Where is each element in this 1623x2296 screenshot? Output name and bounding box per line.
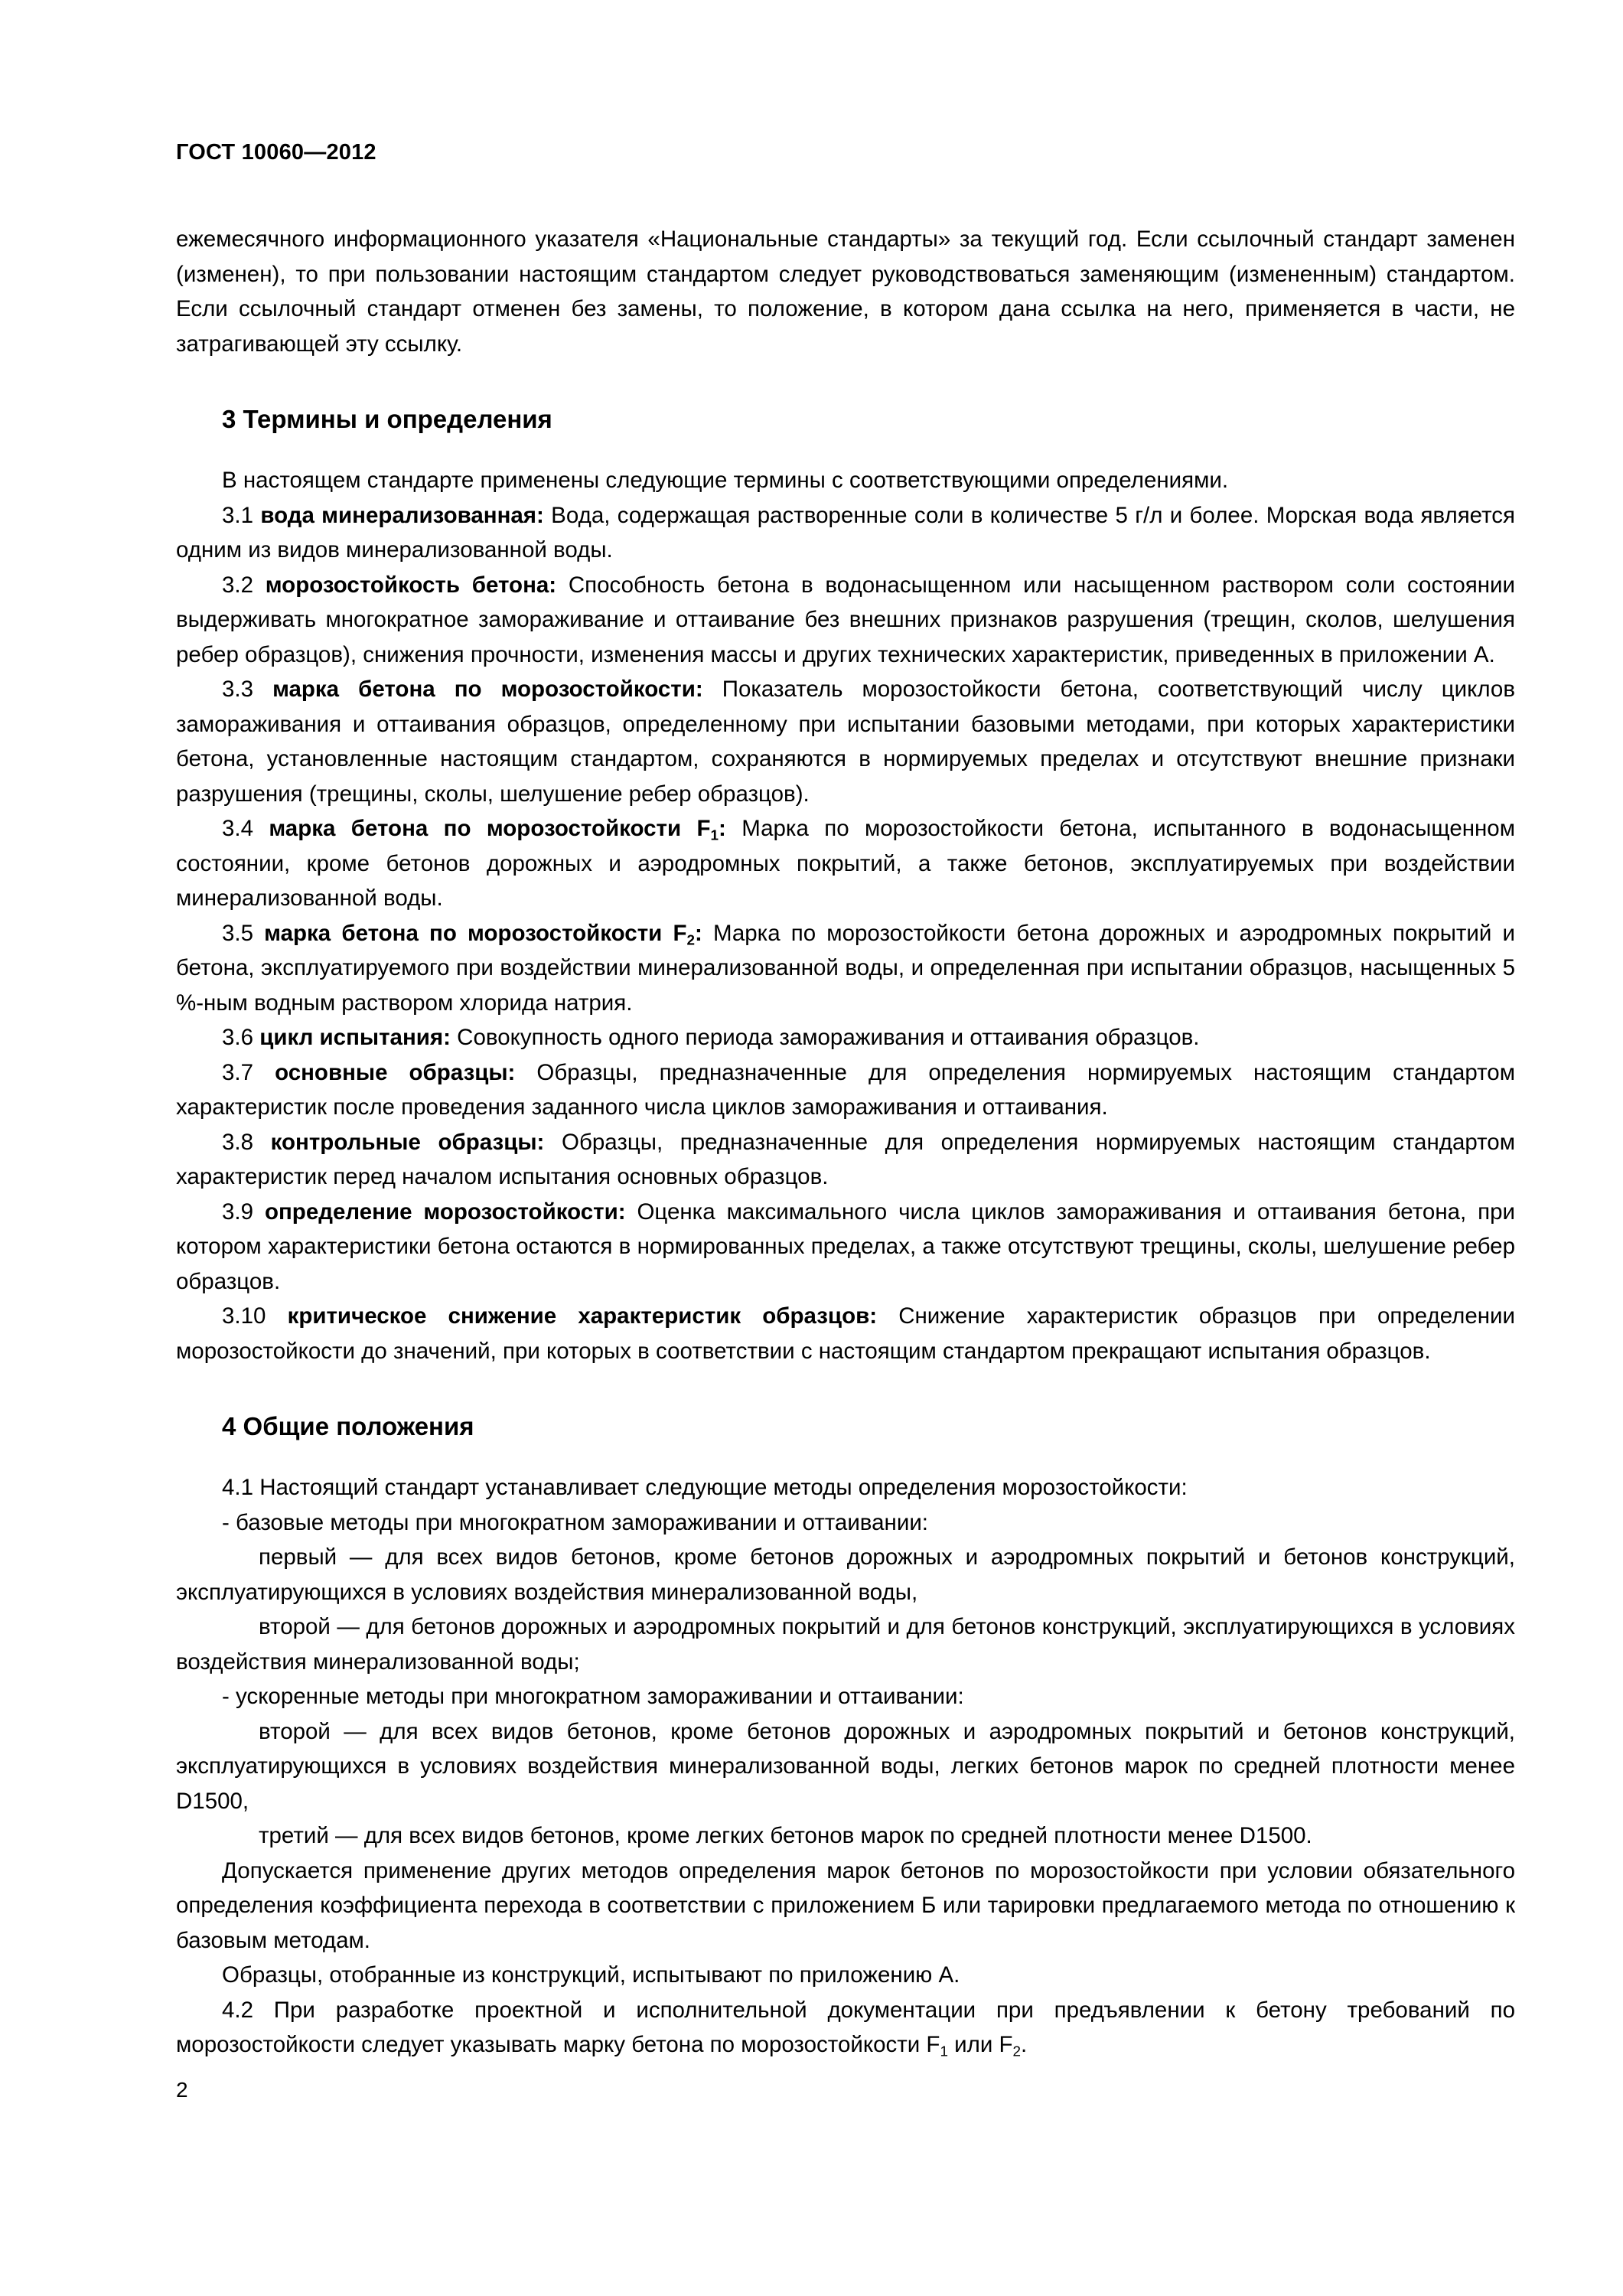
fast-methods-label: - ускоренные методы при многократном замораживании и оттаивании:	[222, 1684, 964, 1709]
term-number: 3.1	[222, 502, 254, 528]
term-entry-3-3	[176, 672, 1515, 811]
term-name: контрольные образцы:	[270, 1129, 545, 1155]
term-name-tail: :	[694, 920, 702, 946]
term-definition: Оценка максимального числа циклов замораживания и оттаивания бетона, при котором характеристики бетона остаются в нормированных пределах, а также отсутствуют трещины, сколы, шелушение ребер образцов.	[176, 1199, 1516, 1294]
term-entry-3-9	[176, 1195, 1515, 1300]
term-number: 3.4	[222, 816, 254, 841]
section-3-lead: В настоящем стандарте применены следующие термины с соответствующими определениями.	[222, 468, 1229, 493]
term-definition: Показатель морозостойкости бетона, соответствующий числу циклов замораживания и оттаивания образцов, определенному при испытании базовыми методами, при которых характеристики бетона, установленные настоящим стандартом, сохраняются в нормируемых пределах и отсутствуют внешние признаки разрушения (трещины, сколы, шелушение ребер образцов).	[176, 677, 1515, 807]
term-entry-3-7	[176, 1055, 1515, 1125]
clause-4-2-tail: .	[1021, 2032, 1028, 2057]
term-name-text: марка бетона по морозостойкости F	[269, 816, 711, 841]
term-number: 3.9	[222, 1199, 254, 1225]
term-number: 3.2	[222, 572, 254, 598]
page-number: 2	[176, 2078, 188, 2102]
term-number: 3.5	[222, 920, 254, 946]
term-number: 3.8	[222, 1129, 254, 1155]
term-name-text: марка бетона по морозостойкости F	[264, 920, 687, 946]
spacer-before-section-4	[176, 1368, 1515, 1412]
base-method-first: первый — для всех видов бетонов, кроме бетонов дорожных и аэродромных покрытий и бетонов конструкций, эксплуатирующихся в условиях воздействия минерализованной воды,	[176, 1544, 1515, 1605]
term-name: определение морозостойкости:	[264, 1199, 626, 1225]
term-entry-3-2	[176, 568, 1515, 673]
term-name: цикл испытания:	[259, 1025, 451, 1050]
term-number: 3.7	[222, 1059, 254, 1085]
spacer-after-section-3-heading	[176, 434, 1515, 463]
clause-4-2-mid: или F	[947, 2032, 1013, 2057]
term-number: 3.6	[222, 1025, 254, 1050]
term-number: 3.10	[222, 1303, 266, 1329]
term-definition: Марка по морозостойкости бетона дорожных и аэродромных покрытий и бетона, эксплуатируемого при воздействии минерализованной воды, и определенная при испытании образцов, насыщенных 5 %-ным водным раствором хлорида натрия.	[176, 920, 1515, 1016]
term-number: 3.3	[222, 677, 254, 702]
samples-from-structures-note: Образцы, отобранные из конструкций, испытывают по приложению А.	[222, 1962, 960, 1988]
term-definition: Совокупность одного периода замораживания и оттаивания образцов.	[450, 1025, 1200, 1050]
term-definition: Марка по морозостойкости бетона, испытанного в водонасыщенном состоянии, кроме бетонов дорожных и аэродромных покрытий, а также бетонов, эксплуатируемых при воздействии минерализованной воды.	[176, 816, 1515, 911]
term-entry-3-6	[176, 1020, 1515, 1055]
clause-4-2	[176, 1993, 1515, 2063]
spacer-after-section-4-heading	[176, 1441, 1515, 1470]
base-method-second: второй — для бетонов дорожных и аэродромных покрытий и для бетонов конструкций, эксплуатирующихся в условиях воздействия минерализованной воды;	[176, 1614, 1515, 1675]
term-definition: Образцы, предназначенные для определения нормируемых настоящим стандартом характеристик после проведения заданного числа циклов замораживания и оттаивания.	[176, 1059, 1515, 1120]
term-name	[269, 816, 725, 841]
document-body	[176, 222, 1515, 2063]
term-entry-3-5	[176, 916, 1515, 1021]
fast-method-second: второй — для всех видов бетонов, кроме бетонов дорожных и аэродромных покрытий и бетонов конструкций, эксплуатирующихся в условиях воздействия минерализованной воды, легких бетонов марок по средней плотности менее D1500,	[176, 1718, 1515, 1814]
term-name: морозостойкость бетона:	[265, 572, 557, 598]
term-entry-3-1	[176, 498, 1515, 568]
term-entry-3-4	[176, 811, 1515, 916]
clause-4-2-text: 4.2 При разработке проектной и исполнительной документации при предъявлении к бетону требований по морозостойкости следует указывать марку бетона по морозостойкости F	[176, 1997, 1515, 2057]
section-4-heading: 4 Общие положения	[222, 1412, 474, 1440]
section-3-heading: 3 Термины и определения	[222, 405, 552, 433]
clause-4-1: 4.1 Настоящий стандарт устанавливает следующие методы определения морозостойкости:	[222, 1475, 1188, 1500]
term-entry-3-10	[176, 1299, 1515, 1368]
spacer-before-section-3	[176, 361, 1515, 405]
term-subscript: 1	[710, 827, 719, 843]
term-name-tail: :	[719, 816, 726, 841]
term-name	[264, 921, 702, 946]
term-entry-3-8	[176, 1125, 1515, 1195]
f1-subscript: 1	[940, 2043, 948, 2060]
base-methods-label: - базовые методы при многократном замораживании и оттаивании:	[222, 1509, 928, 1535]
intro-paragraph: ежемесячного информационного указателя «Национальные стандарты» за текущий год. Если ссылочный стандарт заменен (изменен), то при пользовании настоящим стандартом следует руководствоваться заменяющим (измененным) стандартом. Если ссылочный стандарт отменен без замены, то положение, в котором дана ссылка на него, применяется в части, не затрагивающей эту ссылку.	[176, 227, 1515, 357]
other-methods-paragraph: Допускается применение других методов определения марок бетонов по морозостойкости при условии обязательного определения коэффициента перехода в соответствии с приложением Б или тарировки предлагаемого метода по отношению к базовым методам.	[176, 1857, 1515, 1953]
f2-subscript: 2	[1012, 2043, 1022, 2060]
term-definition: Вода, содержащая растворенные соли в количестве 5 г/л и более. Морская вода является одним из видов минерализованной воды.	[176, 502, 1515, 563]
term-name: основные образцы:	[275, 1059, 516, 1085]
term-name: критическое снижение характеристик образцов:	[287, 1303, 878, 1329]
term-definition: Способность бетона в водонасыщенном или насыщенном раствором соли состоянии выдерживать многократное замораживание и оттаивание без внешних признаков разрушения (трещин, сколов, шелушения ребер образцов), снижения прочности, изменения массы и других технических характеристик, приведенных в приложении А.	[176, 572, 1516, 667]
term-name: марка бетона по морозостойкости:	[272, 677, 703, 702]
term-definition: Снижение характеристик образцов при определении морозостойкости до значений, при которых в соответствии с настоящим стандартом прекращают испытания образцов.	[176, 1303, 1515, 1364]
term-subscript: 2	[686, 931, 695, 948]
term-name: вода минерализованная:	[260, 502, 544, 528]
fast-method-third: третий — для всех видов бетонов, кроме легких бетонов марок по средней плотности менее D1500.	[259, 1823, 1312, 1848]
term-definition: Образцы, предназначенные для определения нормируемых настоящим стандартом характеристик перед началом испытания основных образцов.	[176, 1129, 1515, 1189]
standard-number-header: ГОСТ 10060—2012	[176, 140, 376, 165]
